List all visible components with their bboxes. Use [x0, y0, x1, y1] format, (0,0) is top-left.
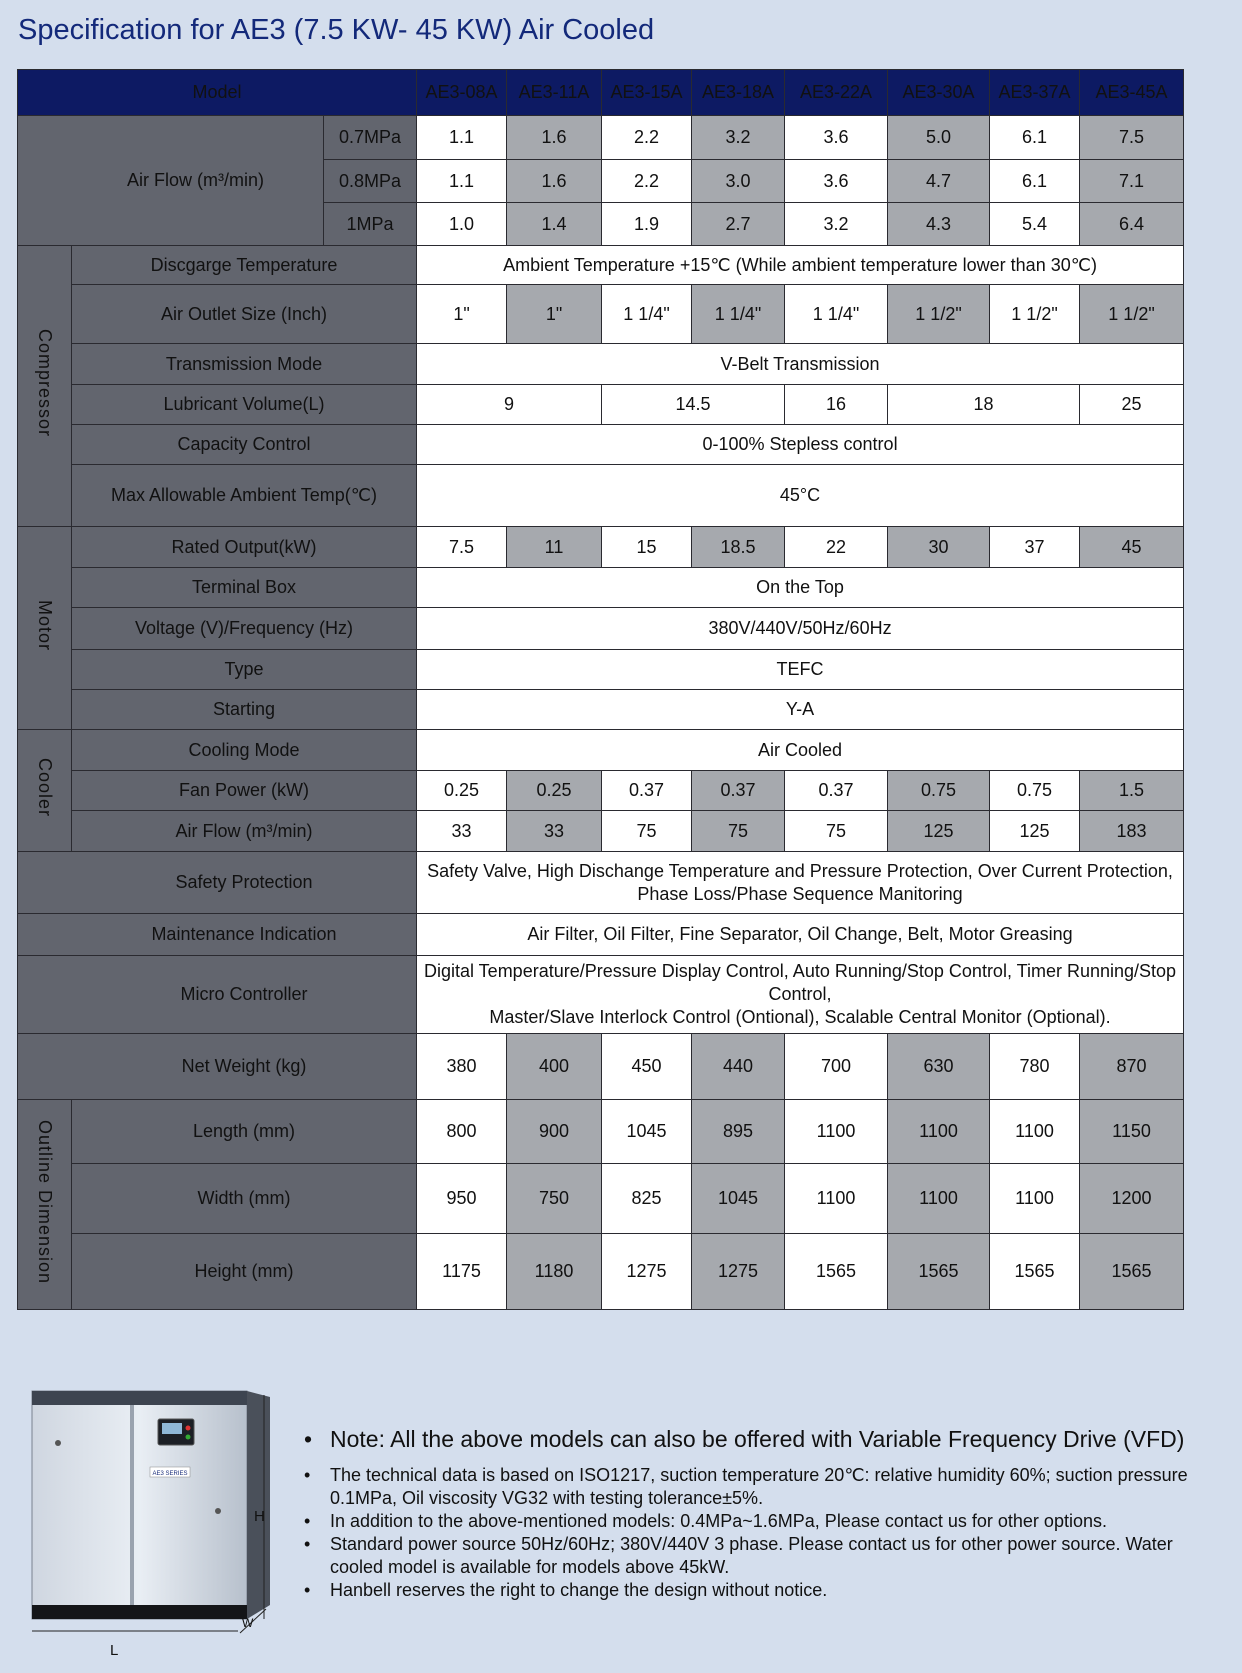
table-cell: 75 — [692, 811, 785, 852]
compressor-group-text: Compressor — [35, 329, 55, 438]
net-weight-row — [18, 1034, 1184, 1100]
table-cell: 1" — [417, 285, 507, 344]
micro-controller-label: Micro Controller — [18, 956, 417, 1034]
table-cell: 1565 — [1080, 1234, 1184, 1310]
terminal-row — [18, 568, 1184, 608]
table-cell: 1100 — [785, 1164, 888, 1234]
spec-table — [17, 69, 1184, 1310]
note-item: • In addition to the above-mentioned models: 0.4MPa~1.6MPa, Please contact us for other options. — [300, 1510, 1230, 1533]
cabinet-side — [247, 1391, 270, 1619]
starting-row — [18, 690, 1184, 730]
note-item: • Standard power source 50Hz/60Hz; 380V/440V 3 phase. Please contact us for other power source. Water cooled model is available for models above 45kW. — [300, 1533, 1230, 1579]
width-marker: W — [242, 1616, 254, 1630]
max-ambient-row — [18, 465, 1184, 527]
table-cell: 1.5 — [1080, 771, 1184, 811]
voltage-row — [18, 608, 1184, 650]
table-cell: 5.4 — [990, 203, 1080, 246]
outlet-row — [18, 285, 1184, 344]
safety-label: Safety Protection — [18, 852, 417, 914]
cooling-mode-row — [18, 730, 1184, 771]
table-cell: 18 — [888, 385, 1080, 425]
dimension-group-text: Outline Dimension — [35, 1119, 55, 1285]
table-cell: 14.5 — [602, 385, 785, 425]
panel-seam — [130, 1405, 134, 1605]
table-cell: 7.5 — [1080, 116, 1184, 160]
terminal-label: Terminal Box — [72, 568, 417, 608]
fan-power-row — [18, 771, 1184, 811]
table-cell: 3.2 — [785, 203, 888, 246]
table-cell: 5.0 — [888, 116, 990, 160]
table-cell: 0.75 — [990, 771, 1080, 811]
dimension-group-label — [18, 1100, 72, 1310]
micro-line: Master/Slave Interlock Control (Ontional), Scalable Central Monitor (Optional). — [489, 1007, 1111, 1027]
table-cell: 75 — [602, 811, 692, 852]
table-cell: 0.37 — [692, 771, 785, 811]
table-cell: 18.5 — [692, 527, 785, 568]
lock-icon — [215, 1508, 221, 1514]
rated-label: Rated Output(kW) — [72, 527, 417, 568]
table-cell: 1565 — [990, 1234, 1080, 1310]
width-row — [18, 1164, 1184, 1234]
table-cell: 30 — [888, 527, 990, 568]
rated-output-row — [18, 527, 1184, 568]
table-cell: 1.6 — [507, 160, 602, 203]
table-cell: 2.2 — [602, 116, 692, 160]
air-flow-row-07 — [18, 116, 1184, 160]
cooler-air-flow-label: Air Flow (m³/min) — [72, 811, 417, 852]
table-cell: 25 — [1080, 385, 1184, 425]
table-cell: 0.25 — [417, 771, 507, 811]
table-cell: 1100 — [785, 1100, 888, 1164]
table-cell: 1.6 — [507, 116, 602, 160]
table-cell: 125 — [888, 811, 990, 852]
table-cell: 6.4 — [1080, 203, 1184, 246]
table-cell: 1180 — [507, 1234, 602, 1310]
pressure-label: 0.7MPa — [324, 116, 417, 160]
cooler-air-flow-row — [18, 811, 1184, 852]
transmission-label: Transmission Mode — [72, 344, 417, 385]
table-cell: 1100 — [990, 1164, 1080, 1234]
table-cell: 895 — [692, 1100, 785, 1164]
type-label: Type — [72, 650, 417, 690]
table-cell: 900 — [507, 1100, 602, 1164]
table-cell: 380 — [417, 1034, 507, 1100]
table-cell: 1100 — [888, 1164, 990, 1234]
fan-power-label: Fan Power (kW) — [72, 771, 417, 811]
lubricant-label: Lubricant Volume(L) — [72, 385, 417, 425]
micro-line: Digital Temperature/Pressure Display Control, Auto Running/Stop Control, Timer Running/Stop Control, — [423, 961, 1177, 1004]
table-cell: 1.0 — [417, 203, 507, 246]
width-label: Width (mm) — [72, 1164, 417, 1234]
table-cell: 75 — [785, 811, 888, 852]
maintenance-row — [18, 914, 1184, 956]
maintenance-label: Maintenance Indication — [18, 914, 417, 956]
lubricant-row — [18, 385, 1184, 425]
table-cell: 870 — [1080, 1034, 1184, 1100]
table-cell: 1150 — [1080, 1100, 1184, 1164]
transmission-value: V-Belt Transmission — [417, 344, 1184, 385]
voltage-label: Voltage (V)/Frequency (Hz) — [72, 608, 417, 650]
table-cell: 33 — [417, 811, 507, 852]
model-name: AE3-22A — [785, 70, 888, 116]
table-cell: 7.1 — [1080, 160, 1184, 203]
table-cell: 440 — [692, 1034, 785, 1100]
length-label: Length (mm) — [72, 1100, 417, 1164]
table-cell: 2.2 — [602, 160, 692, 203]
table-cell: 11 — [507, 527, 602, 568]
indicator-light-icon — [186, 1435, 191, 1440]
height-row — [18, 1234, 1184, 1310]
safety-line: Safety Valve, High Dischange Temperature and Pressure Protection, Over Current Protection, — [427, 860, 1173, 881]
note-item: • Hanbell reserves the right to change the design without notice. — [300, 1579, 1230, 1602]
table-cell: 1.1 — [417, 160, 507, 203]
table-cell: 1 1/4" — [692, 285, 785, 344]
type-value: TEFC — [417, 650, 1184, 690]
model-name: AE3-45A — [1080, 70, 1184, 116]
table-cell: 3.6 — [785, 160, 888, 203]
pressure-label: 1MPa — [324, 203, 417, 246]
table-cell: 15 — [602, 527, 692, 568]
table-cell: 1565 — [888, 1234, 990, 1310]
cooling-mode-value: Air Cooled — [417, 730, 1184, 771]
model-name: AE3-37A — [990, 70, 1080, 116]
table-cell: 2.7 — [692, 203, 785, 246]
air-flow-label: Air Flow (m³/min) — [18, 116, 324, 246]
max-ambient-label: Max Allowable Ambient Temp(℃) — [72, 465, 417, 527]
table-cell: 0.25 — [507, 771, 602, 811]
table-cell: 1 1/2" — [888, 285, 990, 344]
safety-row — [18, 852, 1184, 914]
table-cell: 0.37 — [602, 771, 692, 811]
model-name: AE3-11A — [507, 70, 602, 116]
table-cell: 9 — [417, 385, 602, 425]
table-cell: 1100 — [888, 1100, 990, 1164]
transmission-row — [18, 344, 1184, 385]
table-cell: 183 — [1080, 811, 1184, 852]
table-cell: 1100 — [990, 1100, 1080, 1164]
starting-value: Y-A — [417, 690, 1184, 730]
compressor-group-label — [18, 246, 72, 527]
table-cell: 16 — [785, 385, 888, 425]
length-row — [18, 1100, 1184, 1164]
table-cell: 1275 — [602, 1234, 692, 1310]
table-cell: 1" — [507, 285, 602, 344]
model-name: AE3-30A — [888, 70, 990, 116]
compressor-machine-illustration — [18, 1383, 278, 1663]
starting-label: Starting — [72, 690, 417, 730]
table-cell: 1565 — [785, 1234, 888, 1310]
terminal-value: On the Top — [417, 568, 1184, 608]
outlet-label: Air Outlet Size (Inch) — [72, 285, 417, 344]
motor-group-label — [18, 527, 72, 730]
table-cell: 3.0 — [692, 160, 785, 203]
height-label: Height (mm) — [72, 1234, 417, 1310]
page-title: Specification for AE3 (7.5 KW- 45 KW) Air Cooled — [18, 14, 655, 46]
table-cell: 3.6 — [785, 116, 888, 160]
cooler-group-label — [18, 730, 72, 852]
header-row — [18, 70, 1184, 116]
cabinet-base — [32, 1605, 247, 1619]
table-cell: 1200 — [1080, 1164, 1184, 1234]
table-cell: 750 — [507, 1164, 602, 1234]
cooler-group-text: Cooler — [35, 758, 55, 818]
series-badge-text: AE3 SERIES — [152, 1471, 188, 1477]
table-cell: 22 — [785, 527, 888, 568]
table-cell: 630 — [888, 1034, 990, 1100]
table-cell: 450 — [602, 1034, 692, 1100]
safety-line: Phase Loss/Phase Sequence Manitoring — [637, 883, 963, 904]
cooling-mode-label: Cooling Mode — [72, 730, 417, 771]
capacity-label: Capacity Control — [72, 425, 417, 465]
indicator-light-icon — [186, 1426, 191, 1431]
table-cell: 1.4 — [507, 203, 602, 246]
capacity-row — [18, 425, 1184, 465]
height-marker: H — [254, 1508, 265, 1525]
table-cell: 3.2 — [692, 116, 785, 160]
table-cell: 4.3 — [888, 203, 990, 246]
net-weight-label: Net Weight (kg) — [18, 1034, 417, 1100]
cabinet-top-trim — [32, 1391, 247, 1405]
cabinet-front — [32, 1391, 247, 1619]
notes-section — [300, 1424, 1230, 1602]
table-cell: 33 — [507, 811, 602, 852]
safety-value — [417, 852, 1184, 914]
table-cell: 7.5 — [417, 527, 507, 568]
table-cell: 0.37 — [785, 771, 888, 811]
micro-controller-value — [417, 956, 1184, 1034]
table-cell: 6.1 — [990, 116, 1080, 160]
table-cell: 400 — [507, 1034, 602, 1100]
model-header: Model — [18, 70, 417, 116]
notes-list — [300, 1424, 1230, 1602]
lock-icon — [55, 1440, 61, 1446]
table-cell: 1 1/4" — [785, 285, 888, 344]
table-cell: 0.75 — [888, 771, 990, 811]
maintenance-value: Air Filter, Oil Filter, Fine Separator, Oil Change, Belt, Motor Greasing — [417, 914, 1184, 956]
table-cell: 1.9 — [602, 203, 692, 246]
table-cell: 1 1/2" — [1080, 285, 1184, 344]
capacity-value: 0-100% Stepless control — [417, 425, 1184, 465]
voltage-value: 380V/440V/50Hz/60Hz — [417, 608, 1184, 650]
table-cell: 1275 — [692, 1234, 785, 1310]
table-cell: 700 — [785, 1034, 888, 1100]
micro-controller-row — [18, 956, 1184, 1034]
model-name: AE3-18A — [692, 70, 785, 116]
table-cell: 1045 — [692, 1164, 785, 1234]
table-cell: 6.1 — [990, 160, 1080, 203]
display-icon — [162, 1423, 182, 1434]
table-cell: 825 — [602, 1164, 692, 1234]
model-name: AE3-15A — [602, 70, 692, 116]
table-cell: 45 — [1080, 527, 1184, 568]
table-cell: 37 — [990, 527, 1080, 568]
note-item: • The technical data is based on ISO1217, suction temperature 20℃: relative humidity 60%; suction pressure 0.1MPa, Oil viscosity VG32 with testing tolerance±5%. — [300, 1464, 1230, 1510]
type-row — [18, 650, 1184, 690]
table-cell: 950 — [417, 1164, 507, 1234]
max-ambient-value: 45°C — [417, 465, 1184, 527]
table-cell: 1.1 — [417, 116, 507, 160]
length-marker: L — [110, 1642, 119, 1659]
table-cell: 780 — [990, 1034, 1080, 1100]
pressure-label: 0.8MPa — [324, 160, 417, 203]
motor-group-text: Motor — [35, 599, 55, 651]
note-item: • Note: All the above models can also be offered with Variable Frequency Drive (VFD) — [300, 1424, 1230, 1454]
table-cell: 125 — [990, 811, 1080, 852]
discharge-label: Discgarge Temperature — [72, 246, 417, 285]
table-cell: 1 1/4" — [602, 285, 692, 344]
table-cell: 1 1/2" — [990, 285, 1080, 344]
table-cell: 1045 — [602, 1100, 692, 1164]
discharge-row — [18, 246, 1184, 285]
table-cell: 800 — [417, 1100, 507, 1164]
model-name: AE3-08A — [417, 70, 507, 116]
discharge-value: Ambient Temperature +15℃ (While ambient temperature lower than 30℃) — [417, 246, 1184, 285]
table-cell: 4.7 — [888, 160, 990, 203]
table-cell: 1175 — [417, 1234, 507, 1310]
